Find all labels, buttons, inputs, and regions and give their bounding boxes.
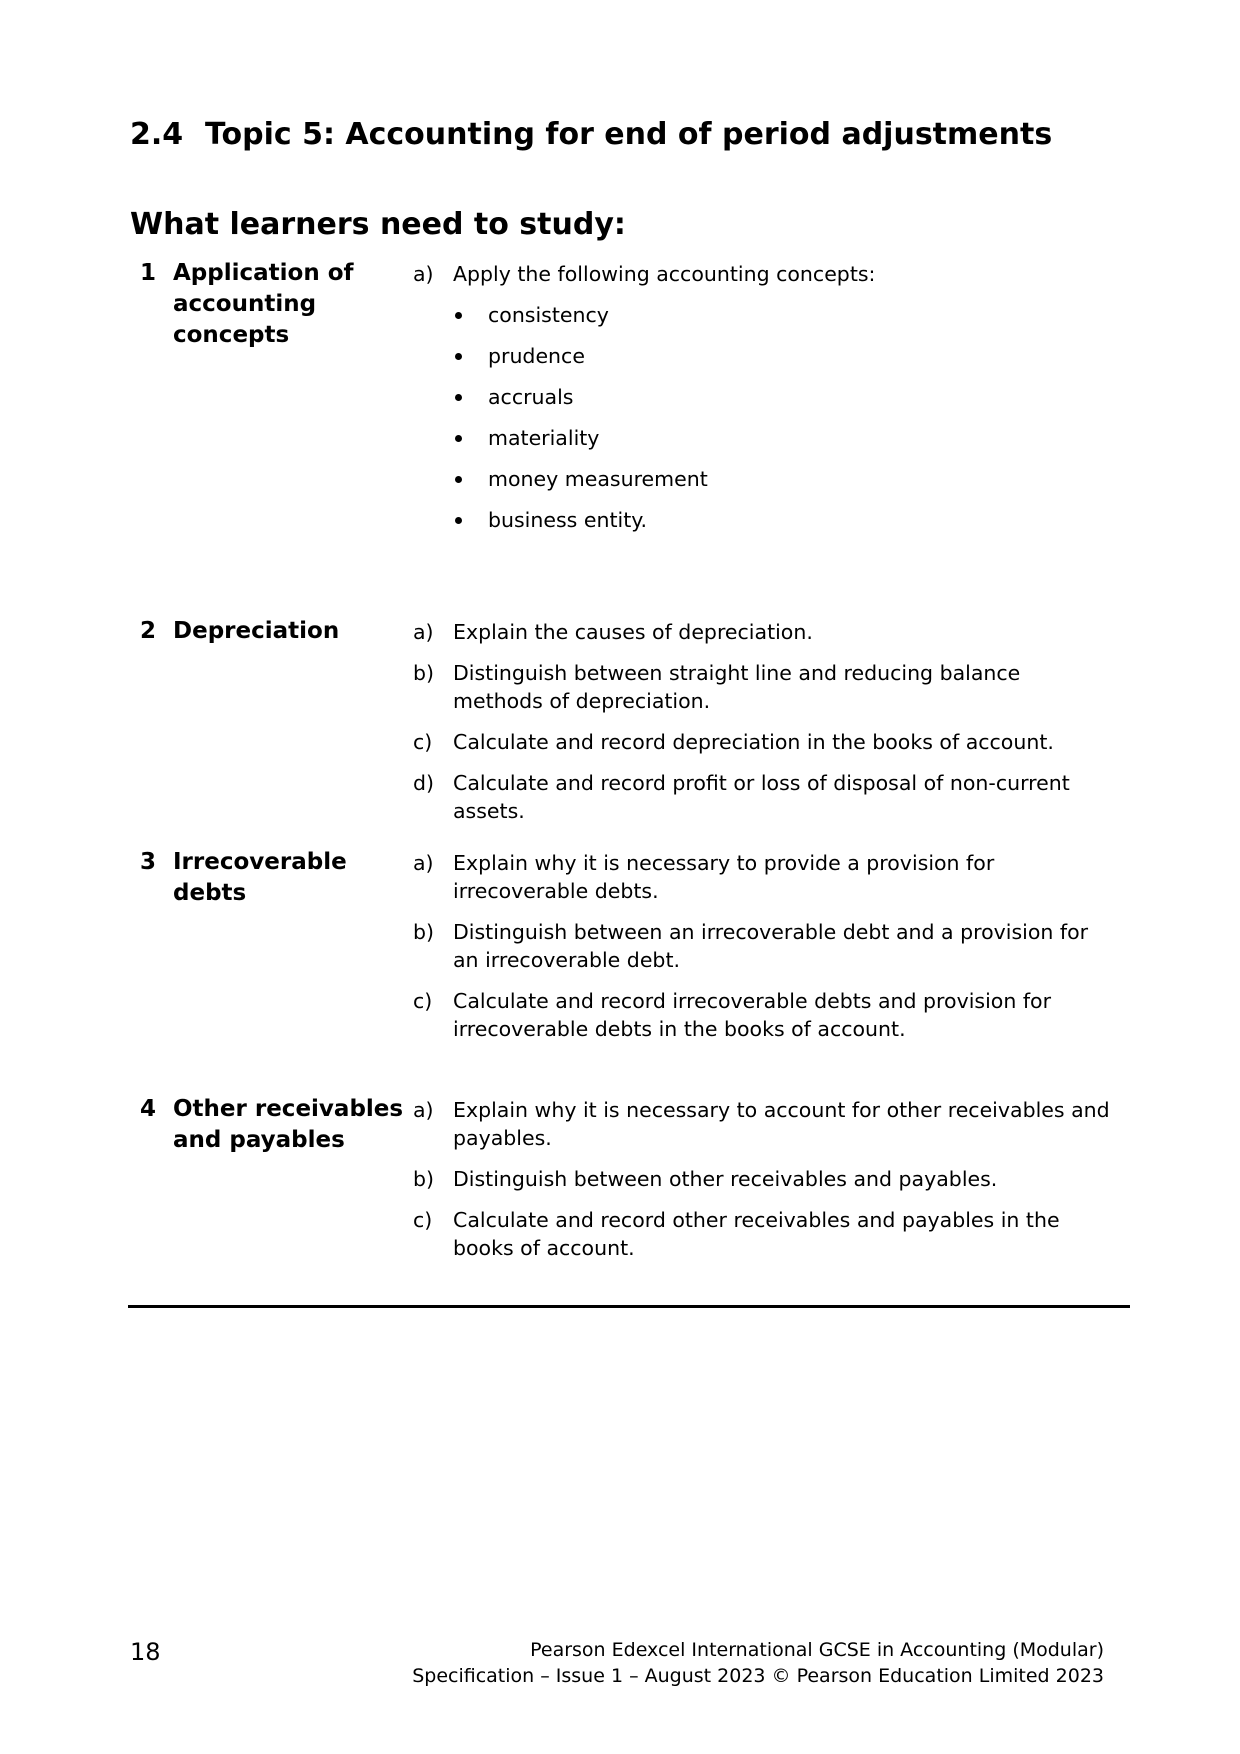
topic-items bbox=[413, 1096, 1113, 1275]
bullet-item: business entity. bbox=[453, 506, 1113, 534]
section-number: 2.4 bbox=[130, 117, 184, 152]
item-letter: a) bbox=[413, 620, 434, 644]
topic-number: 4 bbox=[140, 1096, 157, 1122]
section-heading bbox=[130, 117, 1052, 152]
bullet-item: prudence bbox=[453, 342, 1113, 370]
item-text: Calculate and record irrecoverable debts and provision for irrecoverable debts in the books of account. bbox=[453, 989, 1052, 1041]
bullet-item: consistency bbox=[453, 301, 1113, 329]
topic-item bbox=[413, 769, 1113, 825]
item-letter: c) bbox=[413, 1208, 433, 1232]
topic-items bbox=[413, 260, 1113, 547]
item-text: Explain the causes of depreciation. bbox=[453, 620, 813, 644]
topic-title: Application of accounting concepts bbox=[173, 260, 354, 348]
topic-item bbox=[413, 987, 1113, 1043]
item-text: Explain why it is necessary to account for other receivables and payables. bbox=[453, 1098, 1110, 1150]
topic-item bbox=[413, 849, 1113, 905]
bullet-item: materiality bbox=[453, 424, 1113, 452]
item-letter: a) bbox=[413, 262, 434, 286]
topic-item bbox=[413, 618, 1113, 646]
item-letter: b) bbox=[413, 920, 435, 944]
topic-number: 3 bbox=[140, 849, 157, 875]
topic-item bbox=[413, 728, 1113, 756]
topic-item bbox=[413, 1206, 1113, 1262]
topic-title: Depreciation bbox=[173, 618, 340, 644]
item-letter: a) bbox=[413, 851, 434, 875]
item-text: Apply the following accounting concepts: bbox=[453, 262, 876, 286]
topic-items bbox=[413, 618, 1113, 838]
item-text: Explain why it is necessary to provide a provision for irrecoverable debts. bbox=[453, 851, 995, 903]
item-text: Calculate and record depreciation in the books of account. bbox=[453, 730, 1054, 754]
topic-item bbox=[413, 1096, 1113, 1152]
page-number: 18 bbox=[130, 1638, 161, 1666]
topic-title: Irrecoverable debts bbox=[173, 849, 347, 906]
bullet-item: accruals bbox=[453, 383, 1113, 411]
bullet-item: money measurement bbox=[453, 465, 1113, 493]
topic-item bbox=[413, 1165, 1113, 1193]
section-divider bbox=[128, 1305, 1130, 1308]
item-letter: c) bbox=[413, 989, 433, 1013]
item-letter: b) bbox=[413, 661, 435, 685]
footer-line-2: Specification – Issue 1 – August 2023 © Pearson Education Limited 2023 bbox=[412, 1665, 1104, 1687]
bullet-list bbox=[453, 301, 1113, 534]
topic-item bbox=[413, 260, 1113, 534]
topic-number: 2 bbox=[140, 618, 157, 644]
item-text: Distinguish between an irrecoverable debt and a provision for an irrecoverable debt. bbox=[453, 920, 1089, 972]
item-letter: a) bbox=[413, 1098, 434, 1122]
topic-item bbox=[413, 659, 1113, 715]
section-title: Topic 5: Accounting for end of period adjustments bbox=[205, 117, 1053, 152]
study-subheading: What learners need to study: bbox=[130, 207, 626, 242]
item-text: Distinguish between straight line and reducing balance methods of depreciation. bbox=[453, 661, 1021, 713]
item-text: Calculate and record profit or loss of disposal of non-current assets. bbox=[453, 771, 1070, 823]
footer-line-1: Pearson Edexcel International GCSE in Accounting (Modular) bbox=[530, 1639, 1104, 1661]
item-text: Distinguish between other receivables and payables. bbox=[453, 1167, 998, 1191]
topic-item bbox=[413, 918, 1113, 974]
item-letter: b) bbox=[413, 1167, 435, 1191]
topic-title: Other receivables and payables bbox=[173, 1096, 404, 1153]
item-letter: c) bbox=[413, 730, 433, 754]
footer-text bbox=[412, 1637, 1104, 1689]
item-text: Calculate and record other receivables and payables in the books of account. bbox=[453, 1208, 1060, 1260]
topic-number: 1 bbox=[140, 260, 157, 286]
topic-items bbox=[413, 849, 1113, 1056]
item-letter: d) bbox=[413, 771, 435, 795]
